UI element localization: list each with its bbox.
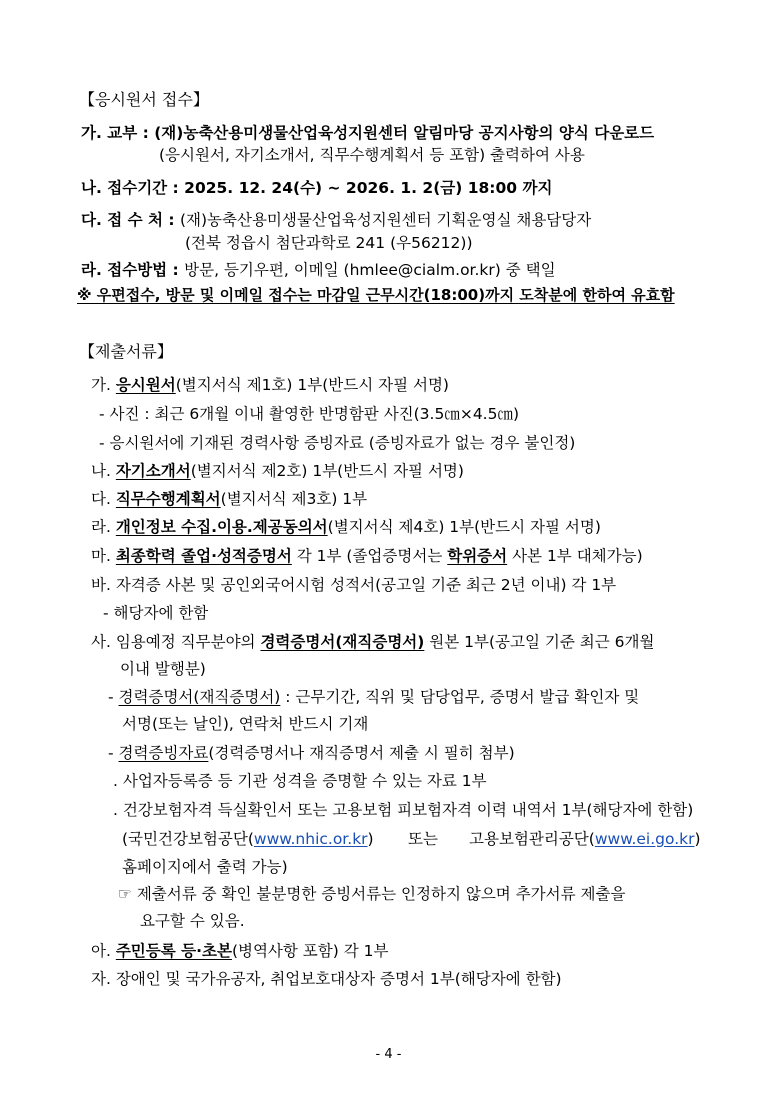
documents-heading: 【제출서류】	[79, 342, 173, 361]
receipt-ra-text1: 방문, 등기우편, 이메일 (	[184, 261, 350, 279]
receipt-item-ra	[81, 260, 556, 280]
doc-sa-insurance-homepage: 홈페이지에서 출력 가능)	[122, 858, 288, 876]
page-number: - 4 -	[375, 1047, 402, 1062]
receipt-da-text: (재)농축산용미생물산업육성지원센터 기획운영실 채용담당자	[179, 211, 592, 229]
doc-sa-sub1-continuation: 서명(또는 날인), 연락처 반드시 기재	[122, 715, 369, 733]
receipt-item-ga	[81, 123, 654, 143]
doc-sa-ei-suffix: )	[694, 830, 701, 848]
doc-ma-detail-end: 사본 1부 대체가능)	[507, 547, 643, 565]
receipt-heading: 【응시원서 접수】	[79, 90, 209, 109]
doc-ra-detail: (별지서식 제4호) 1부(반드시 자필 서명)	[327, 518, 601, 536]
receipt-item-da	[81, 210, 591, 230]
doc-item-da	[91, 489, 367, 509]
doc-sa-sub-certificate	[108, 687, 639, 707]
doc-item-ra	[91, 517, 601, 537]
doc-ba-sub: - 해당자에 한함	[103, 604, 209, 622]
doc-item-a	[91, 941, 388, 961]
doc-sa-nhic-prefix: (국민건강보험공단(	[122, 830, 254, 848]
doc-item-na	[91, 461, 464, 481]
doc-na-detail: (별지서식 제2호) 1부(반드시 자필 서명)	[190, 462, 464, 480]
doc-item-sa	[91, 632, 654, 652]
receipt-da-label: 다. 접 수 처 :	[81, 211, 180, 229]
doc-sa-sub1-detail: : 근무기간, 직위 및 담당업무, 증명서 발급 확인자 및	[280, 688, 640, 706]
doc-sa-sub2-dash: -	[108, 744, 119, 762]
doc-da-label: 다.	[91, 490, 116, 508]
doc-a-title: 주민등록 등·초본	[115, 942, 232, 960]
doc-sa-ei-prefix: 고용보험관리공단(	[469, 830, 595, 848]
doc-sa-dot-business: . 사업자등록증 등 기관 성격을 증명할 수 있는 자료 1부	[113, 772, 487, 790]
doc-ma-degree: 학위증서	[447, 547, 508, 565]
doc-da-detail: (별지서식 제3호) 1부	[220, 490, 368, 508]
doc-sa-sub1-dash: -	[108, 688, 119, 706]
doc-sa-label: 사. 임용예정 직무분야의	[91, 633, 261, 651]
doc-sa-insurance-or: 또는	[408, 830, 438, 848]
receipt-ra-text2: ) 중 택일	[494, 261, 556, 279]
doc-da-title: 직무수행계획서	[115, 490, 221, 508]
doc-item-ja: 자. 장애인 및 국가유공자, 취업보호대상자 증명서 1부(해당자에 한함)	[91, 970, 562, 988]
doc-sa-note: ☞ 제출서류 중 확인 불분명한 증빙서류는 인정하지 않으며 추가서류 제출을	[118, 885, 626, 903]
ei-link[interactable]: www.ei.go.kr	[594, 830, 695, 848]
doc-sa-note-continuation: 요구할 수 있음.	[140, 912, 245, 930]
doc-item-ma	[91, 546, 643, 566]
doc-a-detail: (병역사항 포함) 각 1부	[231, 942, 389, 960]
receipt-ga-text: (재)농축산용미생물산업육성지원센터 알림마당 공지사항의 양식 다운로드	[154, 124, 655, 142]
receipt-notice: ※ 우편접수, 방문 및 이메일 접수는 마감일 근무시간(18:00)까지 도착분에 한하여 유효함	[77, 286, 675, 304]
receipt-item-na	[81, 178, 552, 198]
doc-ga-sub-evidence: - 응시원서에 기재된 경력사항 증빙자료 (증빙자료가 없는 경우 불인정)	[99, 434, 576, 452]
doc-ga-sub-photo: - 사진 : 최근 6개월 이내 촬영한 반명함판 사진(3.5㎝×4.5㎝)	[99, 405, 520, 423]
doc-ma-detail: 각 1부 (졸업증명서는	[291, 547, 448, 565]
doc-item-ga	[91, 375, 449, 395]
doc-sa-sub2-title: 경력증빙자료	[118, 744, 209, 762]
doc-na-title: 자기소개서	[115, 462, 191, 480]
doc-sa-detail: 원본 1부(공고일 기준 최근 6개월	[424, 633, 655, 651]
doc-ma-title: 최종학력 졸업·성적증명서	[115, 547, 292, 565]
doc-item-ba: 바. 자격증 사본 및 공인외국어시험 성적서(공고일 기준 최근 2년 이내) 각 1부	[91, 576, 617, 594]
doc-sa-dot-insurance: . 건강보험자격 득실확인서 또는 고용보험 피보험자격 이력 내역서 1부(해당자에 한함)	[113, 801, 694, 819]
doc-sa-insurance-sites-part2	[469, 829, 701, 849]
doc-ra-label: 라.	[91, 518, 116, 536]
doc-ga-label: 가.	[91, 376, 116, 394]
doc-ga-title: 응시원서	[115, 376, 176, 394]
receipt-ra-label: 라. 접수방법 :	[81, 261, 185, 279]
receipt-na-text: 2025. 12. 24(수) ~ 2026. 1. 2(금) 18:00 까지	[184, 179, 553, 197]
doc-a-label: 아.	[91, 942, 116, 960]
receipt-ga-label: 가. 교부 :	[81, 124, 155, 142]
doc-sa-sub2-detail: (경력증명서나 재직증명서 제출 시 필히 첨부)	[208, 744, 515, 762]
doc-ra-title: 개인정보 수집.이용.제공동의서	[115, 518, 328, 536]
doc-sa-sub1-title: 경력증명서(재직증명서)	[118, 688, 281, 706]
doc-na-label: 나.	[91, 462, 116, 480]
doc-sa-title: 경력증명서(재직증명서)	[260, 633, 425, 651]
receipt-na-label: 나. 접수기간 :	[81, 179, 185, 197]
doc-ma-label: 마.	[91, 547, 116, 565]
doc-sa-sub-evidence	[108, 743, 515, 763]
receipt-ra-email: hmlee@cialm.or.kr	[349, 261, 495, 279]
doc-sa-continuation: 이내 발행분)	[120, 660, 206, 678]
doc-ga-detail: (별지서식 제1호) 1부(반드시 자필 서명)	[175, 376, 449, 394]
doc-sa-nhic-suffix: )	[367, 830, 374, 848]
receipt-da-continuation: (전북 정읍시 첨단과학로 241 (우56212))	[185, 234, 473, 252]
nhic-link[interactable]: www.nhic.or.kr	[253, 830, 368, 848]
doc-sa-insurance-sites-part1	[122, 829, 374, 849]
receipt-ga-continuation: (응시원서, 자기소개서, 직무수행계획서 등 포함) 출력하여 사용	[159, 146, 585, 164]
